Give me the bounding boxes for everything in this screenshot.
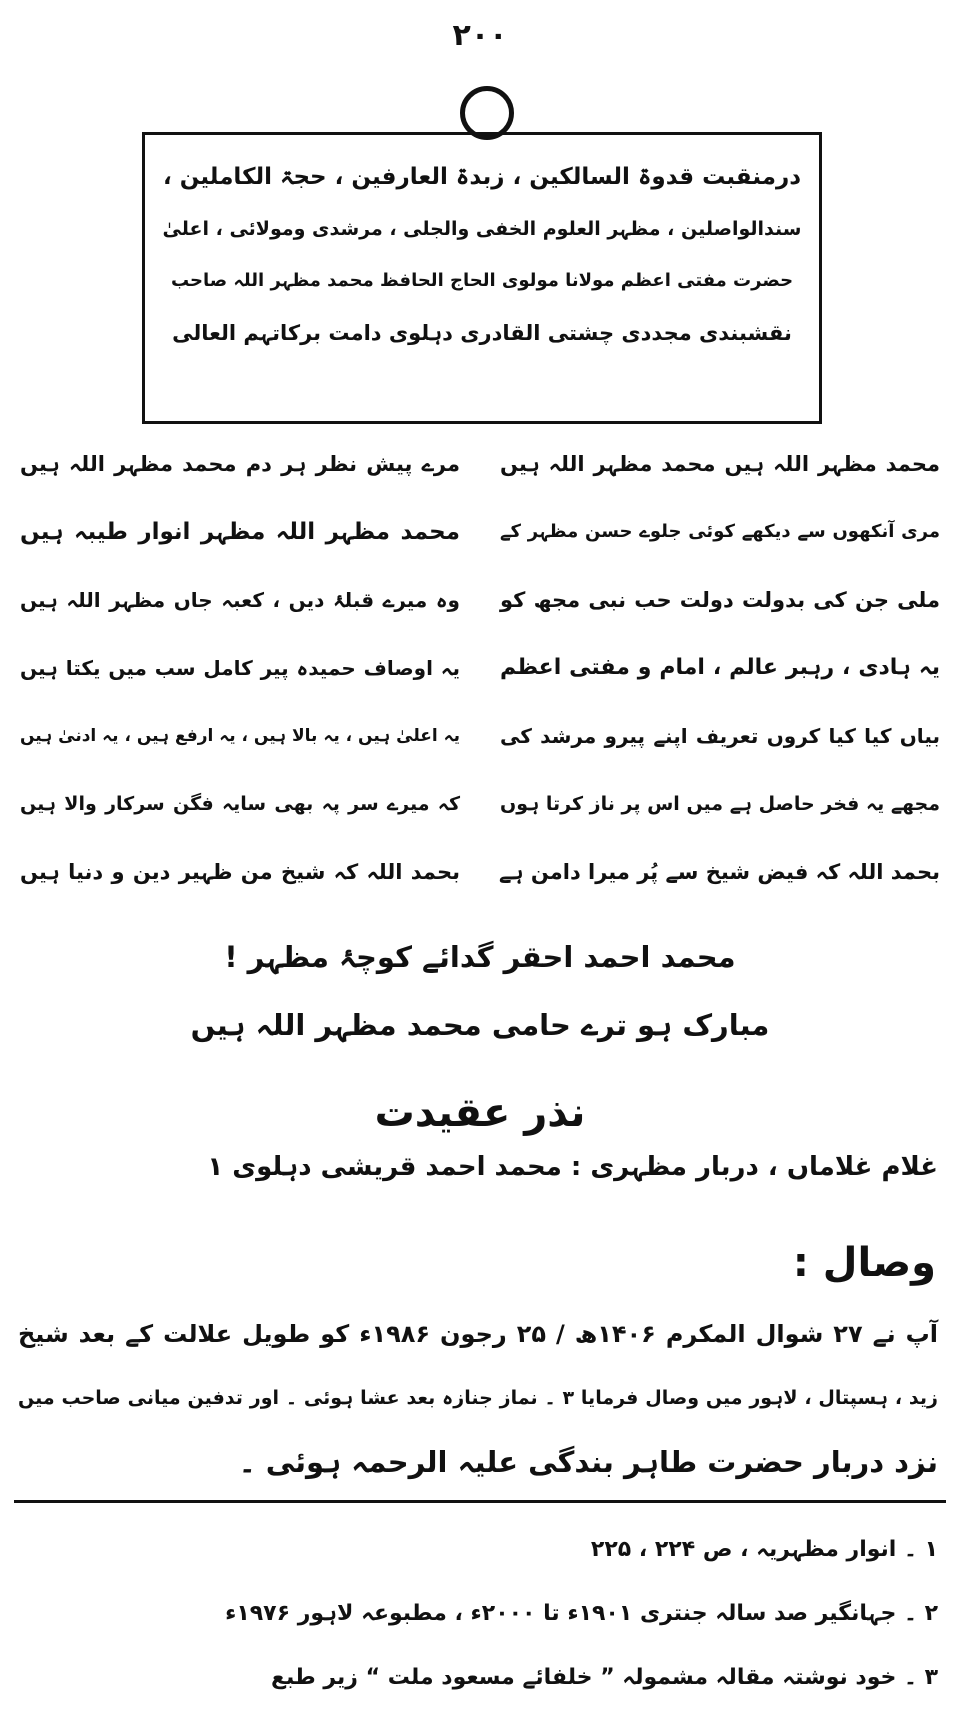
section-heading-wisal: وصال : [792, 1240, 936, 1286]
verse-first-hemistich: مجھے یہ فخر حاصل ہے میں اس پر ناز کرتا ہوں [500, 793, 940, 815]
poem-couplet [20, 848, 940, 916]
footnote: ۲ ۔ جہانگیر صد سالہ جنتری ۱۹۰۱ء تا ۲۰۰۰ء ، مطبوعہ لاہور ۱۹۷۶ء [225, 1601, 938, 1626]
paragraph-line: زید ، ہسپتال ، لاہور میں وصال فرمایا ۳ ۔ نماز جنازہ بعد عشا ہوئی ۔ اور تدفین میانی صاحب میں [18, 1387, 938, 1409]
dedication-line: نقشبندی مجددی چشتی القادری دہلوی دامت برکاتہم العالی [172, 321, 792, 345]
footnote-divider [14, 1500, 946, 1503]
closing-verse: مبارک ہو ترے حامی محمد مظہر اللہ ہیں [190, 1008, 770, 1042]
page-number: ۲۰۰ [452, 18, 508, 53]
poem-couplet [20, 644, 940, 712]
poem-couplet [20, 508, 940, 576]
poem-couplet [20, 440, 940, 508]
verse-first-hemistich: ملی جن کی بدولت دولت حب نبی مجھ کو [500, 588, 940, 612]
verse-second-hemistich: محمد مظہر اللہ مظہر انوار طیبہ ہیں [20, 519, 460, 545]
poem [20, 440, 940, 916]
dedication-line: حضرت مفتی اعظم مولانا مولوی الحاج الحافظ محمد مظہر اللہ صاحب [170, 270, 794, 291]
poem-couplet [20, 712, 940, 780]
footnote: ۱ ۔ انوار مظہریہ ، ص ۲۲۴ ، ۲۲۵ [590, 1537, 938, 1562]
verse-first-hemistich: یہ ہادی ، رہبر عالم ، امام و مفتی اعظم [500, 655, 940, 680]
closing-verse: محمد احمد احقر گدائے کوچۂ مظہر ! [224, 940, 736, 974]
paragraph-line: آپ نے ۲۷ شوال المکرم ۱۴۰۶ھ / ۲۵ رجون ۱۹۸۶ء کو طویل علالت کے بعد شیخ [18, 1320, 938, 1348]
verse-second-hemistich: بحمد اللہ کہ شیخ من ظہیر دین و دنیا ہیں [20, 860, 460, 884]
verse-second-hemistich: یہ اعلیٰ ہیں ، یہ بالا ہیں ، یہ ارفع ہیں ، یہ ادنیٰ ہیں [20, 726, 460, 746]
verse-first-hemistich: محمد مظہر اللہ ہیں محمد مظہر اللہ ہیں [500, 452, 940, 476]
verse-first-hemistich: بیاں کیا کیا کروں تعریف اپنے پیرو مرشد کی [500, 724, 940, 748]
verse-second-hemistich: وہ میرے قبلۂ دیں ، کعبہ جاں مظہر اللہ ہیں [20, 588, 460, 612]
dedication-line: درمنقبت قدوۃ السالکین ، زبدۃ العارفین ، حجۃ الکاملین ، [162, 164, 802, 190]
wisal-paragraph [18, 1302, 938, 1494]
poem-byline: غلام غلاماں ، دربار مظہری : محمد احمد قریشی دہلوی ۱ [207, 1152, 938, 1182]
poem-couplet [20, 780, 940, 848]
verse-second-hemistich: یہ اوصاف حمیدہ پیر کامل سب میں یکتا ہیں [20, 656, 460, 680]
paragraph-line: نزد دربار حضرت طاہر بندگی علیہ الرحمہ ہوئی ۔ [238, 1445, 938, 1479]
verse-second-hemistich: مرے پیش نظر ہر دم محمد مظہر اللہ ہیں [20, 452, 460, 476]
footnotes [18, 1518, 938, 1710]
verse-second-hemistich: کہ میرے سر پہ بھی سایہ فگن سرکار والا ہیں [20, 793, 460, 815]
verse-first-hemistich: بحمد اللہ کہ فیض شیخ سے پُر میرا دامن ہے [498, 860, 940, 884]
poem-couplet [20, 576, 940, 644]
dedication-box [142, 132, 822, 424]
section-heading-nazr: نذر عقیدت [374, 1090, 586, 1136]
verse-first-hemistich: مری آنکھوں سے دیکھے کوئی جلوے حسن مظہر کے [500, 521, 940, 542]
footnote: ۳ ۔ خود نوشتہ مقالہ مشمولہ ” خلفائے مسعود ملت “ زیر طبع [270, 1665, 938, 1690]
dedication-line: سندالواصلین ، مظہر العلوم الخفی والجلی ، مرشدی ومولائی ، اعلیٰ [162, 218, 802, 240]
